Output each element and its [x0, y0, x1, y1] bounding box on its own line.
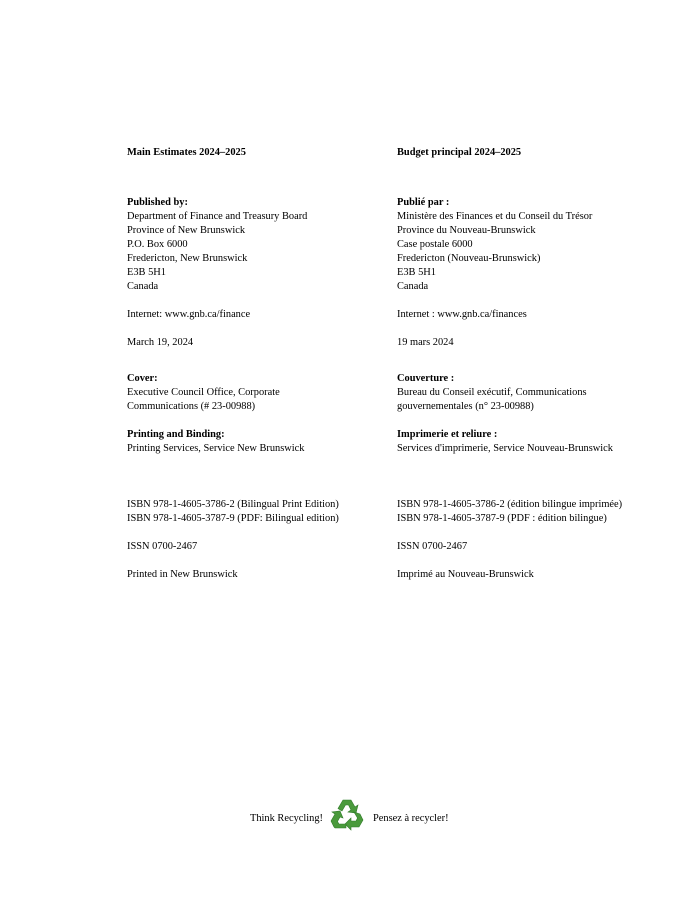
isbn-pdf: ISBN 978-1-4605-3787-9 (PDF : édition bilingue) — [397, 513, 607, 524]
title: Main Estimates 2024–2025 — [127, 147, 246, 158]
printed-in: Printed in New Brunswick — [127, 569, 238, 580]
printing-heading: Printing and Binding: — [127, 429, 225, 440]
internet-address: Internet: www.gnb.ca/finance — [127, 309, 251, 320]
recycling-footer — [250, 796, 449, 832]
pensez-recycler-text: Pensez à recycler! — [373, 813, 449, 824]
printed-in: Imprimé au Nouveau-Brunswick — [397, 569, 534, 580]
french-column — [397, 146, 667, 582]
isbn-pdf: ISBN 978-1-4605-3787-9 (PDF: Bilingual edition) — [127, 513, 339, 524]
publisher-line: E3B 5H1 — [127, 267, 166, 278]
cover-line: Bureau du Conseil exécutif, Communications — [397, 387, 587, 398]
recycle-icon — [329, 796, 365, 832]
publication-date: March 19, 2024 — [127, 337, 194, 348]
printing-text: Printing Services, Service New Brunswick — [127, 443, 305, 454]
english-column — [127, 146, 377, 582]
publication-date: 19 mars 2024 — [397, 337, 454, 348]
internet-address: Internet : www.gnb.ca/finances — [397, 309, 527, 320]
published-heading: Publié par : — [397, 197, 450, 208]
cover-line: Communications (# 23-00988) — [127, 401, 256, 412]
published-heading: Published by: — [127, 197, 188, 208]
isbn-print: ISBN 978-1-4605-3786-2 (Bilingual Print Edition) — [127, 499, 339, 510]
publisher-line: Canada — [127, 281, 159, 292]
think-recycling-text: Think Recycling! — [250, 813, 324, 824]
isbn-print: ISBN 978-1-4605-3786-2 (édition bilingue imprimée) — [397, 499, 623, 510]
cover-line: Executive Council Office, Corporate — [127, 387, 280, 398]
issn: ISSN 0700-2467 — [127, 541, 198, 552]
cover-heading: Cover: — [127, 373, 158, 384]
publisher-line: Fredericton (Nouveau-Brunswick) — [397, 253, 541, 264]
publisher-line: Canada — [397, 281, 429, 292]
title: Budget principal 2024–2025 — [397, 147, 522, 158]
cover-heading: Couverture : — [397, 373, 455, 384]
publisher-line: Province of New Brunswick — [127, 225, 246, 236]
publisher-line: Department of Finance and Treasury Board — [127, 211, 308, 222]
publisher-line: P.O. Box 6000 — [127, 239, 188, 250]
publisher-line: Case postale 6000 — [397, 239, 473, 250]
publisher-line: Province du Nouveau-Brunswick — [397, 225, 536, 236]
printing-text: Services d'imprimerie, Service Nouveau-Brunswick — [397, 443, 613, 454]
printing-heading: Imprimerie et reliure : — [397, 429, 498, 440]
publisher-line: Ministère des Finances et du Conseil du Trésor — [397, 211, 593, 222]
publisher-line: E3B 5H1 — [397, 267, 436, 278]
publisher-line: Fredericton, New Brunswick — [127, 253, 248, 264]
issn: ISSN 0700-2467 — [397, 541, 468, 552]
cover-line: gouvernementales (n° 23-00988) — [397, 401, 534, 412]
